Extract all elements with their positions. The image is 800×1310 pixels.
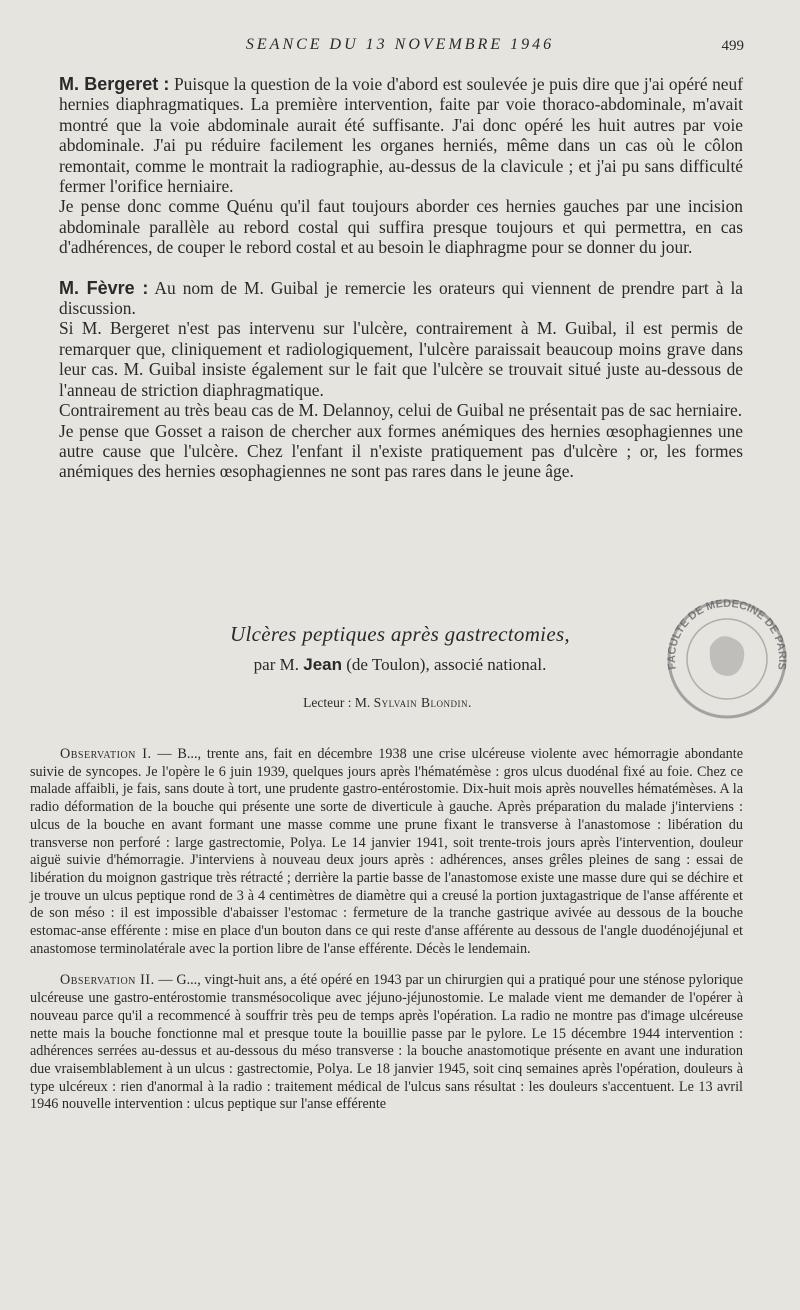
stamp-text: FACULTE DE MEDECINE DE PARIS (665, 597, 789, 671)
observations-section (30, 746, 743, 1114)
discussion-section (59, 74, 743, 482)
fevre-paragraph-4: Je pense que Gosset a raison de chercher aux formes anémiques des hernies œsophagiennes une autre cause que l'ulcère. Chez l'enfant il n'existe pratiquement pas d'ulcère ; or, les formes anémiques des hernies œsophagiennes ne sont pas rares dans le jeune âge. (59, 420, 743, 482)
fevre-paragraph-2: Si M. Bergeret n'est pas intervenu sur l'ulcère, contrairement à M. Guibal, il est permis de remarquer que, cliniquement et radiologiquement, l'ulcère paraissait beaucoup moins grave dans leur cas. M. Guibal insiste également sur le fait que l'ulcère se trouvait situé juste au-dessous de l'anneau de striction diaphragmatique. (59, 318, 743, 400)
byline-suffix: (de Toulon), associé national. (346, 655, 547, 674)
running-title: SEANCE DU 13 NOVEMBRE 1946 (245, 36, 555, 53)
observation-2-text: — G..., vingt-huit ans, a été opéré en 1943 par un chirurgien qui a pratiqué pour une sténose pylorique ulcéreuse une gastro-entérostomie transmésocolique avec jéjuno-jéjunostomie. Le malade vient me demander de l'opérer à nouveau parce qu'il a recommencé à souffrir très peu de temps après l'opération. La radio ne montre pas d'image ulcéreuse nette mais la bouche fonctionne mal et presque toute la bouillie passe par le pylore. Le 15 décembre 1944 intervention : adhérences serrées au-dessus et au-dessous du méso transverse : la bouche anastomotique présente en avant une induration due vraisemblablement à un ulcus : gastrectomie, Polya. Le 18 janvier 1945, soit cinq semaines après l'opération, douleurs à type ulcéreux : rien d'anormal à la radio : traitement médical de l'ulcus sans résultat : les douleurs s'accentuent. Le 13 avril 1946 nouvelle intervention : ulcus peptique sur l'anse efférente (30, 972, 743, 1113)
speaker-bergeret: M. Bergeret : (59, 74, 170, 94)
observation-1-text: — B..., trente ans, fait en décembre 1938 une crise ulcéreuse violente avec hémorragie abondante suivie de syncopes. Je l'opère le 6 juin 1939, quelques jours après l'hématémèse : gros ulcus duodénal fixé au foie. Chez ce malade affaibli, je fais, sans doute à tort, une prudente gastro-entérostomie. Dix-huit mois après nouvelles hématémèses. A la radio déformation de la bouche qui présente une sorte de diverticule à gauche. Après préparation du malade j'interviens : ulcus de la bouche en avant formant une masse comme une prune fixant le transverse à l'anastomose : libération du transverse non perforé : large gastrectomie, Polya. Le 14 janvier 1941, soit trente-trois jours après l'intervention, douleur aiguë suivie d'hémorragie. J'interviens à nouveau deux jours après : adhérences, anses grêles pleines de sang : essai de libération du moignon gastrique très rétracté ; derrière la partie basse de l'anastomose existe une masse dure qui se déchire et je trouve un ulcus peptique rond de 3 à 4 centimètres de diamètre qui a creusé la portion juxtagastrique de l'anse afférente et de son méso : il est impossible d'abaisser l'estomac : fermeture de la tranche gastrique avivée au dessous de la bouche estomac-anse efférente : mise en place d'un bouton dans ce qui reste d'anse afférente au dessous de l'angle duodénojéjunal et anastomose terminolatérale avec la portion libre de l'anse efférente. Décès le lendemain. (30, 746, 744, 957)
observation-2 (30, 972, 743, 1114)
speaker-fevre: M. Fèvre : (59, 277, 149, 298)
author-name: Jean (303, 655, 342, 674)
bergeret-paragraph-2: Je pense donc comme Quénu qu'il faut toujours aborder ces hernies gauches par une incision abdominale parallèle au rebord costal qui suffira presque toujours et qui permettra, en cas d'adhérences, de couper le rebord costal et au besoin le diaphragme pour se donner du jour. (59, 196, 743, 258)
observation-1-label: Observation I. (60, 746, 152, 762)
fevre-paragraph-3: Contrairement au très beau cas de M. Delannoy, celui de Guibal ne présentait pas de sac herniaire. (59, 400, 743, 421)
article-title: Ulcères peptiques après gastrectomies, (230, 622, 570, 646)
reader-label: Lecteur : M. (303, 695, 371, 710)
reader-name: Sylvain Blondin. (373, 695, 472, 710)
library-stamp (650, 577, 800, 727)
observation-2-label: Observation II. (60, 972, 155, 989)
fevre-paragraph-1 (59, 278, 743, 319)
byline-prefix: par M. (253, 655, 299, 674)
bergeret-text-1: Puisque la question de la voie d'abord est soulevée je puis dire que j'ai opéré neuf hernies diaphragmatiques. La première intervention, faite par voie thoraco-abdominale, m'avait montré que la voie abdominale aurait été suffisante. J'ai donc opéré les huit autres par voie abdominale. J'ai pu réduire facilement les organes herniés, même dans un cas où le côlon remontait, comme le montrait la radiographie, au-dessus de la clavicule ; et j'ai pu sans difficulté fermer l'orifice herniaire. (59, 74, 743, 197)
bergeret-paragraph-1 (59, 74, 743, 196)
page-number: 499 (721, 38, 744, 54)
observation-1 (30, 746, 743, 958)
fevre-text-1: Au nom de M. Guibal je remercie les orateurs qui viennent de prendre part à la discussion. (59, 277, 743, 319)
running-head (0, 36, 800, 60)
